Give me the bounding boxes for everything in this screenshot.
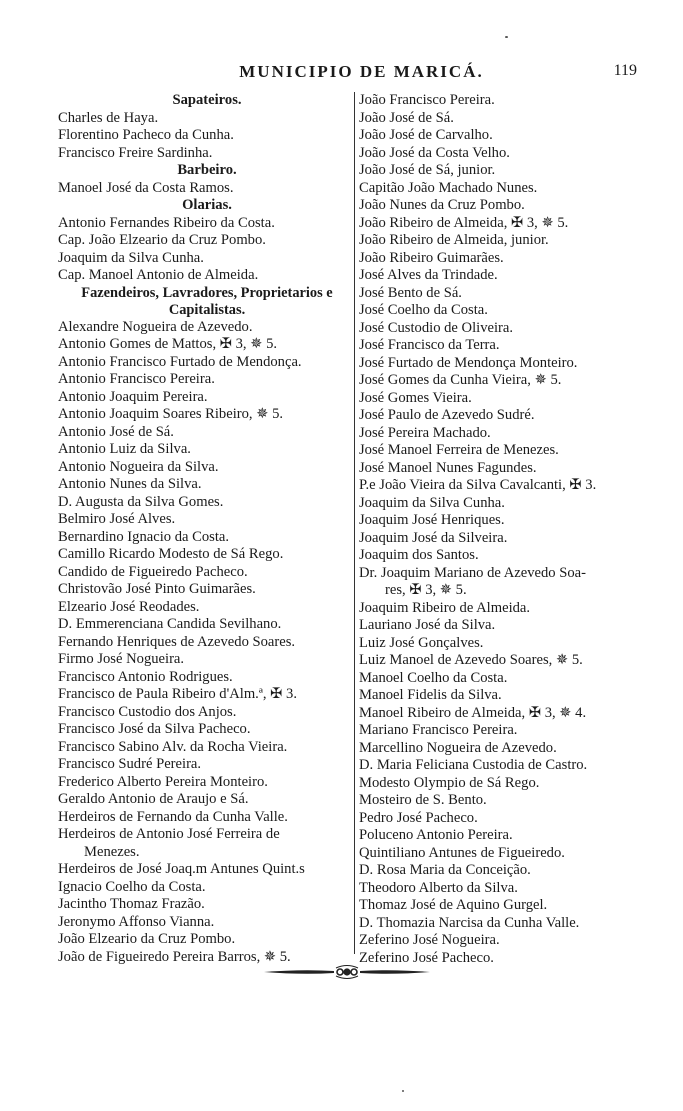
list-item: Florentino Pacheco da Cunha.: [58, 127, 234, 143]
list-item: Manoel Coelho da Costa.: [359, 669, 508, 686]
list-item: Zeferino José Nogueira.: [359, 932, 500, 948]
list-item: Candido de Figueiredo Pacheco.: [58, 563, 248, 580]
list-item: Mariano Francisco Pereira.: [359, 722, 518, 738]
list-item: Christovão José Pinto Guimarães.: [58, 581, 256, 597]
directory-columns: [58, 92, 648, 966]
list-item: Poluceno Antonio Pereira.: [359, 827, 513, 843]
list-item: Cap. João Elzeario da Cruz Pombo.: [58, 232, 266, 248]
list-item: José Custodio de Oliveira.: [359, 319, 514, 336]
list-item: Theodoro Alberto da Silva.: [359, 879, 518, 896]
list-item: Firmo José Nogueira.: [58, 651, 185, 667]
list-item: Antonio Nunes da Silva.: [58, 476, 202, 492]
list-item: Elzeario José Reodades.: [58, 598, 200, 615]
list-item: Manoel Fidelis da Silva.: [359, 687, 502, 703]
list-item: Herdeiros de José Joaq.m Antunes Quint.s: [58, 861, 305, 877]
list-item: João Nunes da Cruz Pombo.: [359, 197, 525, 213]
list-item: Antonio Joaquim Soares Ribeiro, ✵ 5.: [58, 406, 284, 422]
list-item: Charles de Haya.: [58, 109, 159, 126]
list-item: Antonio Nogueira da Silva.: [58, 458, 219, 475]
list-item: D. Rosa Maria da Conceição.: [359, 862, 531, 878]
list-item: José Coelho da Costa.: [359, 302, 488, 318]
list-item: Pedro José Pacheco.: [359, 809, 478, 826]
paper-speck: [505, 36, 508, 38]
list-item: Capitão João Machado Nunes.: [359, 179, 538, 196]
page-title: MUNICIPIO DE MARICÁ.: [239, 62, 484, 81]
list-item: Francisco Sudré Pereira.: [58, 756, 202, 772]
list-item: Antonio Francisco Pereira.: [58, 371, 215, 387]
list-item: Joaquim José da Silveira.: [359, 529, 508, 546]
list-item: Thomaz José de Aquino Gurgel.: [359, 897, 548, 913]
list-item: Jeronymo Affonso Vianna.: [58, 913, 215, 930]
list-item: José Manoel Ferreira de Menezes.: [359, 442, 559, 458]
list-item: D. Augusta da Silva Gomes.: [58, 493, 224, 510]
column-divider: [354, 92, 355, 954]
list-item: João José da Costa Velho.: [359, 144, 510, 161]
list-item: José Bento de Sá.: [359, 284, 462, 301]
list-item: José Francisco da Terra.: [359, 337, 500, 353]
list-item: Francisco Sabino Alv. da Rocha Vieira.: [58, 738, 288, 755]
list-item: Joaquim Ribeiro de Almeida.: [359, 599, 531, 616]
list-item: João Ribeiro de Almeida, junior.: [359, 232, 549, 248]
section-heading: Fazendeiros, Lavradores, Proprietarios e Capitalistas.: [81, 284, 333, 318]
list-item: João Elzeario da Cruz Pombo.: [58, 931, 236, 947]
list-item: João Ribeiro Guimarães.: [359, 249, 504, 266]
list-item: Manoel José da Costa Ramos.: [58, 179, 234, 196]
list-item: Fernando Henriques de Azevedo Soares.: [58, 633, 296, 650]
list-item: Dr. Joaquim Mariano de Azevedo Soa-: [359, 564, 586, 581]
list-item-continuation: Menezes.: [84, 843, 140, 860]
list-item: Herdeiros de Fernando da Cunha Valle.: [58, 808, 288, 825]
list-item: Mosteiro de S. Bento.: [359, 792, 487, 808]
list-item: Jacintho Thomaz Frazão.: [58, 896, 205, 912]
list-item: José Alves da Trindade.: [359, 267, 498, 283]
list-item: José Manoel Nunes Fagundes.: [359, 459, 537, 476]
list-item: Manoel Ribeiro de Almeida, ✠ 3, ✵ 4.: [359, 704, 587, 721]
left-column: [58, 92, 356, 965]
list-item: Joaquim dos Santos.: [359, 547, 479, 563]
running-head: [0, 62, 683, 86]
list-item: Herdeiros de Antonio José Ferreira de: [58, 826, 280, 842]
list-item: Quintiliano Antunes de Figueiredo.: [359, 844, 565, 861]
list-item: Bernardino Ignacio da Costa.: [58, 528, 230, 545]
section-heading: Olarias.: [182, 197, 232, 213]
list-item: Francisco Freire Sardinha.: [58, 144, 213, 161]
list-item: João Ribeiro de Almeida, ✠ 3, ✵ 5.: [359, 214, 569, 231]
list-item: Antonio Luiz da Silva.: [58, 441, 191, 457]
section-heading: Sapateiros.: [172, 92, 242, 108]
list-item: Joaquim José Henriques.: [359, 512, 505, 528]
list-item: João José de Carvalho.: [359, 127, 493, 143]
list-item: D. Maria Feliciana Custodia de Castro.: [359, 757, 588, 773]
list-item: Francisco Antonio Rodrigues.: [58, 668, 233, 685]
list-item: Frederico Alberto Pereira Monteiro.: [58, 773, 268, 790]
list-item: José Pereira Machado.: [359, 424, 491, 441]
list-item: Luiz Manoel de Azevedo Soares, ✵ 5.: [359, 652, 583, 668]
list-item: Antonio Gomes de Mattos, ✠ 3, ✵ 5.: [58, 336, 278, 352]
list-item: José Gomes da Cunha Vieira, ✵ 5.: [359, 372, 562, 388]
list-item: Zeferino José Pacheco.: [359, 949, 494, 966]
list-item: João José de Sá, junior.: [359, 162, 496, 178]
list-item: Lauriano José da Silva.: [359, 617, 496, 633]
section-heading: Barbeiro.: [177, 162, 237, 178]
page-number: 119: [613, 62, 637, 79]
list-item: Cap. Manoel Antonio de Almeida.: [58, 267, 259, 283]
list-item: Modesto Olympio de Sá Rego.: [359, 774, 540, 791]
list-item: João Francisco Pereira.: [359, 92, 495, 108]
list-item: Joaquim da Silva Cunha.: [359, 494, 505, 511]
list-item: Camillo Ricardo Modesto de Sá Rego.: [58, 546, 284, 562]
list-item: Luiz José Gonçalves.: [359, 634, 484, 651]
list-item: José Furtado de Mendonça Monteiro.: [359, 354, 578, 371]
list-item: P.e João Vieira da Silva Cavalcanti, ✠ 3.: [359, 477, 597, 493]
list-item: José Gomes Vieira.: [359, 389, 472, 406]
list-item: D. Emmerenciana Candida Sevilhano.: [58, 616, 282, 632]
list-item-continuation: res, ✠ 3, ✵ 5.: [385, 582, 467, 598]
list-item: João José de Sá.: [359, 109, 454, 126]
list-item: Antonio José de Sá.: [58, 423, 174, 440]
list-item: Antonio Fernandes Ribeiro da Costa.: [58, 214, 275, 231]
list-item: Joaquim da Silva Cunha.: [58, 249, 204, 266]
list-item: Marcellino Nogueira de Azevedo.: [359, 739, 557, 756]
list-item: D. Thomazia Narcisa da Cunha Valle.: [359, 914, 580, 931]
list-item: João de Figueiredo Pereira Barros, ✵ 5.: [58, 948, 291, 965]
paper-speck: [402, 1090, 404, 1092]
list-item: Alexandre Nogueira de Azevedo.: [58, 318, 253, 335]
list-item: José Paulo de Azevedo Sudré.: [359, 407, 535, 423]
right-column: [359, 92, 651, 966]
list-item: Geraldo Antonio de Araujo e Sá.: [58, 791, 249, 807]
list-item: Ignacio Coelho da Costa.: [58, 878, 206, 895]
list-item: Antonio Joaquim Pereira.: [58, 388, 208, 405]
list-item: Francisco José da Silva Pacheco.: [58, 721, 251, 737]
list-item: Francisco de Paula Ribeiro d'Alm.ª, ✠ 3.: [58, 686, 297, 702]
list-item: Belmiro José Alves.: [58, 511, 176, 527]
list-item: Francisco Custodio dos Anjos.: [58, 703, 237, 720]
ornamental-rule-icon: [262, 964, 432, 980]
list-item: Antonio Francisco Furtado de Mendonça.: [58, 353, 302, 370]
